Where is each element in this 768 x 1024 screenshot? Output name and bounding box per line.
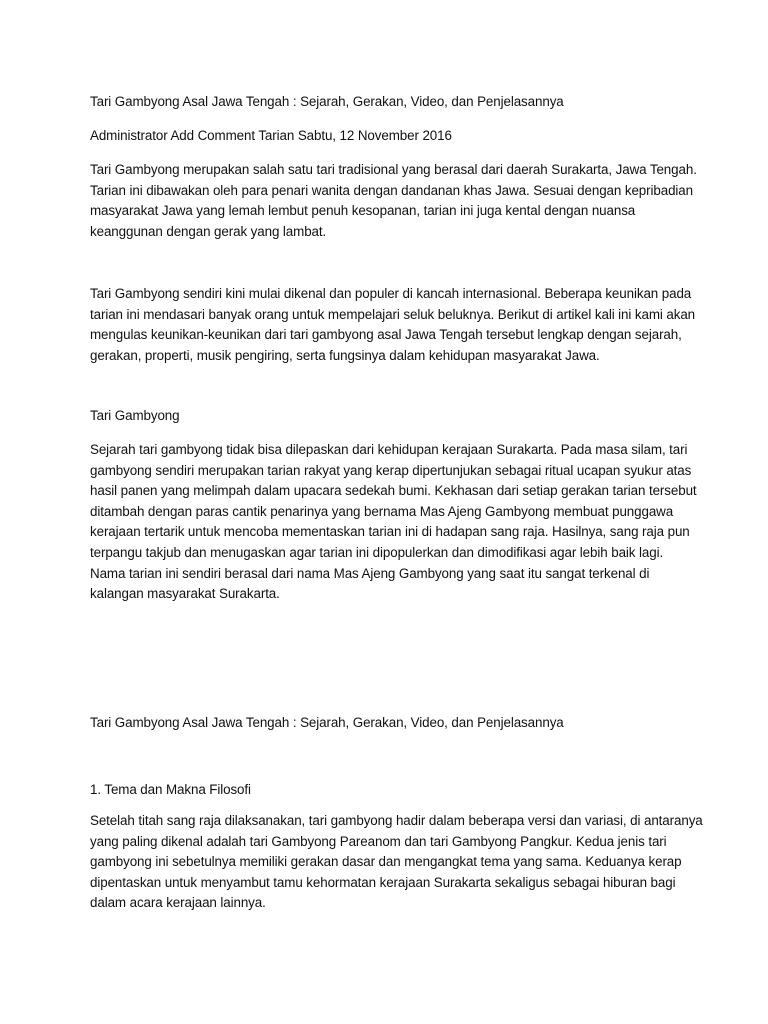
paragraph-popularity xyxy=(90,284,696,366)
paragraph-line: kerajaan tertarik untuk mencoba mementaskan tarian ini di hadapan sang raja. Hasilnya, sang raja pun xyxy=(90,524,690,540)
paragraph-line: Setelah titah sang raja dilaksanakan, tari gambyong hadir dalam beberapa versi dan variasi, di antaranya xyxy=(90,813,703,828)
subheading: 1. Tema dan Makna Filosofi xyxy=(90,782,251,797)
paragraph-line: ditambah dengan paras cantik penarinya yang bernama Mas Ajeng Gambyong membuat punggawa xyxy=(90,503,674,519)
paragraph-line: Sejarah tari gambyong tidak bisa dilepaskan dari kehidupan kerajaan Surakarta. Pada masa silam, tari xyxy=(90,442,688,457)
paragraph-line: Nama tarian ini sendiri berasal dari nama Mas Ajeng Gambyong yang saat itu sangat terkenal di xyxy=(90,565,650,581)
paragraph-line: mengulas keunikan-keunikan dari tari gambyong asal Jawa Tengah tersebut lengkap dengan sejarah, xyxy=(90,327,682,343)
paragraph-line: dalam acara kerajaan lainnya. xyxy=(90,895,266,911)
paragraph-line: terpangu takjub dan menugaskan agar tarian ini dipopulerkan dan dimodifikasi agar lebih baik lagi. xyxy=(90,544,664,560)
paragraph-line: hasil panen yang melimpah dalam upacara sedekah bumi. Kekhasan dari setiap gerakan tarian tersebut xyxy=(90,483,697,499)
document-title: Tari Gambyong Asal Jawa Tengah : Sejarah, Gerakan, Video, dan Penjelasannya xyxy=(90,94,564,109)
paragraph-intro xyxy=(90,160,697,242)
paragraph-line: Tari Gambyong sendiri kini mulai dikenal dan populer di kancah internasional. Beberapa keunikan pada xyxy=(90,286,692,301)
section-heading: Tari Gambyong xyxy=(90,408,180,423)
paragraph-line: masyarakat Jawa yang lemah lembut penuh kesopanan, tarian ini juga kental dengan nuansa xyxy=(90,203,636,219)
paragraph-line: tarian ini mendasari banyak orang untuk mempelajari seluk beluknya. Berikut di artikel kali ini kami akan xyxy=(90,306,696,322)
paragraph-line: gerakan, properti, musik pengiring, serta fungsinya dalam kehidupan masyarakat Jawa. xyxy=(90,347,600,363)
post-meta: Administrator Add Comment Tarian Sabtu, 12 November 2016 xyxy=(90,128,452,143)
paragraph-line: kalangan masyarakat Surakarta. xyxy=(90,586,280,602)
paragraph-line: gambyong ini sebetulnya memiliki gerakan dasar dan mengangkat tema yang sama. Keduanya kerap xyxy=(90,854,682,870)
repeat-title: Tari Gambyong Asal Jawa Tengah : Sejarah, Gerakan, Video, dan Penjelasannya xyxy=(90,715,564,730)
paragraph-line: Tari Gambyong merupakan salah satu tari tradisional yang berasal dari daerah Surakarta, Jawa Tengah. xyxy=(90,162,697,177)
paragraph-line: yang paling dikenal adalah tari Gambyong Pareanom dan tari Gambyong Pangkur. Kedua jenis tari xyxy=(90,833,667,849)
paragraph-line: gambyong sendiri merupakan tarian rakyat yang kerap dipertunjukan sebagai ritual ucapan syukur atas xyxy=(90,462,692,478)
paragraph-history xyxy=(90,440,697,605)
paragraph-line: dipentaskan untuk menyambut tamu kehormatan kerajaan Surakarta sekaligus sebagai hiburan bagi xyxy=(90,874,676,890)
paragraph-theme xyxy=(90,811,703,914)
paragraph-line: Tarian ini dibawakan oleh para penari wanita dengan dandanan khas Jawa. Sesuai dengan kepribadian xyxy=(90,182,693,198)
paragraph-line: keanggunan dengan gerak yang lambat. xyxy=(90,223,327,239)
